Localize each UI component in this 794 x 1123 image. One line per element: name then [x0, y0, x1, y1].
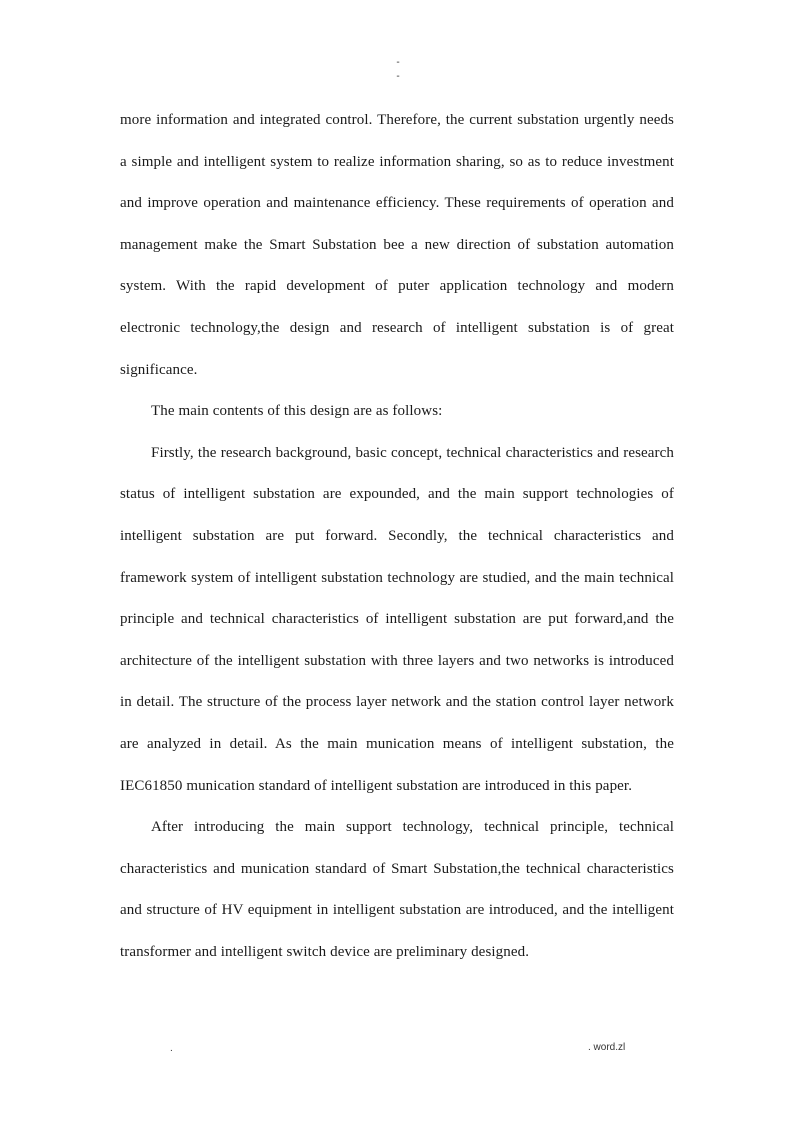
- header-mark-top: -: [396, 57, 400, 68]
- footer-left-mark: .: [170, 1043, 173, 1054]
- header-mark-bottom: -: [396, 71, 400, 82]
- paragraph-continuation: more information and integrated control. Therefore, the current substation urgently needs a simple and intelligent system to realize information sharing, so as to reduce investment and improve operation and maintenance efficiency. These requirements of operation and management make the Smart Substation bee a new direction of substation automation system. With the rapid development of puter application technology and modern electronic technology,the design and research of intelligent substation is of great significance.: [120, 112, 674, 378]
- document-body: [120, 100, 674, 973]
- paragraph-firstly: Firstly, the research background, basic concept, technical characteristics and research status of intelligent substation are expounded, and the main support technologies of intelligent substation are put forward. Secondly, the technical characteristics and framework system of intelligent substation technology are studied, and the main technical principle and technical characteristics of intelligent substation are put forward,and the architecture of the intelligent substation with three layers and two networks is introduced in detail. The structure of the process layer network and the station control layer network are analyzed in detail. As the main munication means of intelligent substation, the IEC61850 munication standard of intelligent substation are introduced in this paper.: [120, 444, 674, 794]
- paragraph-after-introducing: After introducing the main support technology, technical principle, technical characteristics and munication standard of Smart Substation,the technical characteristics and structure of HV equipment in intelligent substation are introduced, and the intelligent transformer and intelligent switch device are preliminary designed.: [120, 819, 674, 960]
- page-header-marks: [392, 56, 404, 84]
- paragraph-contents-intro: The main contents of this design are as follows:: [151, 403, 443, 420]
- footer-right-mark: . word.zl: [588, 1042, 626, 1053]
